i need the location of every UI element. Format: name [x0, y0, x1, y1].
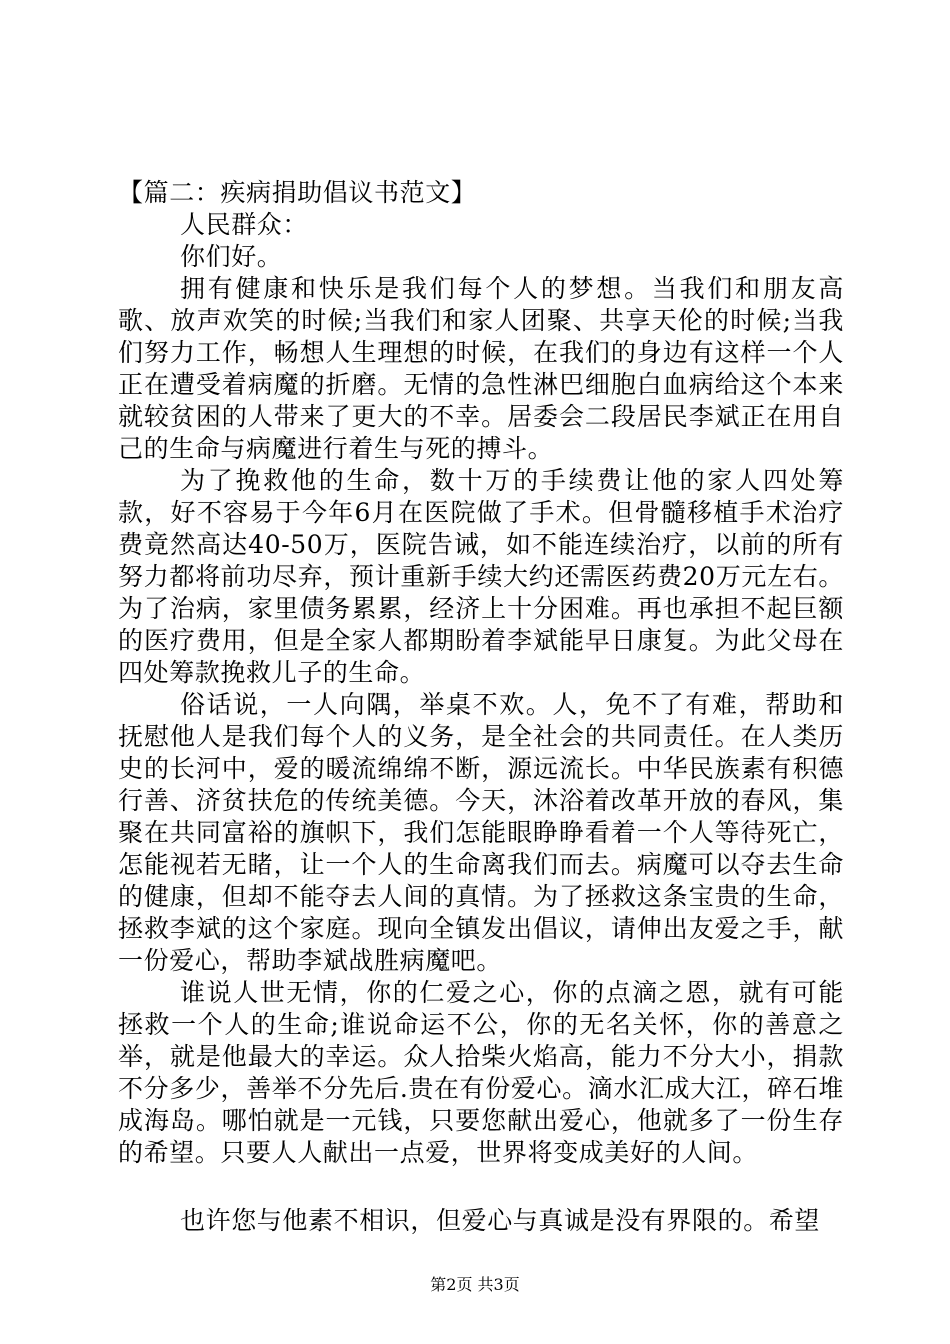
- section-title: 【篇二：疾病捐助倡议书范文】: [118, 178, 477, 207]
- paragraph-5: 也许您与他素不相识，但爱心与真诚是没有界限的。希望: [180, 1206, 821, 1235]
- paragraph-4: 谁说人世无情，你的仁爱之心，你的点滴之恩，就有可能拯救一个人的生命;谁说命运不公，你的无名关怀，你的善意之举，就是他最大的幸运。众人拾柴火焰高，能力不分大小，捐款不分多少，善举不分先后.贵在有份爱心。滴水汇成大江，碎石堆成海岛。哪怕就是一元钱，只要您献出爱心，他就多了一份生存的希望。只要人人献出一点爱，世界将变成美好的人间。: [118, 978, 844, 1167]
- greeting: 你们好。: [180, 242, 283, 271]
- paragraph-2: 为了挽救他的生命，数十万的手续费让他的家人四处筹款，好不容易于今年6月在医院做了手术。但骨髓移植手术治疗费竟然高达40-50万，医院告诫，如不能连续治疗，以前的所有努力都将前功尽弃，预计重新手续大约还需医药费20万元左右。为了治病，家里债务累累，经济上十分困难。再也承担不起巨额的医疗费用，但是全家人都期盼着李斌能早日康复。为此父母在四处筹款挽救儿子的生命。: [118, 466, 844, 687]
- document-body: [118, 177, 844, 1237]
- paragraph-3: 俗话说，一人向隅，举桌不欢。人，免不了有难，帮助和抚慰他人是我们每个人的义务，是全社会的共同责任。在人类历史的长河中，爱的暖流绵绵不断，源远流长。中华民族素有积德行善、济贫扶危的传统美德。今天，沐浴着改革开放的春风，集聚在共同富裕的旗帜下，我们怎能眼睁睁看着一个人等待死亡，怎能视若无睹，让一个人的生命离我们而去。病魔可以夺去生命的健康，但却不能夺去人间的真情。为了拯救这条宝贵的生命，拯救李斌的这个家庭。现向全镇发出倡议，请伸出友爱之手，献一份爱心，帮助李斌战胜病魔吧。: [118, 690, 844, 975]
- paragraph-1: 拥有健康和快乐是我们每个人的梦想。当我们和朋友高歌、放声欢笑的时候;当我们和家人团聚、共享天伦的时候;当我们努力工作，畅想人生理想的时候，在我们的身边有这样一个人正在遭受着病魔的折磨。无情的急性淋巴细胞白血病给这个本来就较贫困的人带来了更大的不幸。居委会二段居民李斌正在用自己的生命与病魔进行着生与死的搏斗。: [118, 274, 844, 463]
- paragraph-gap: [118, 1169, 844, 1205]
- page-footer: 第2页 共3页: [430, 1275, 520, 1294]
- salutation: 人民群众：: [180, 210, 309, 239]
